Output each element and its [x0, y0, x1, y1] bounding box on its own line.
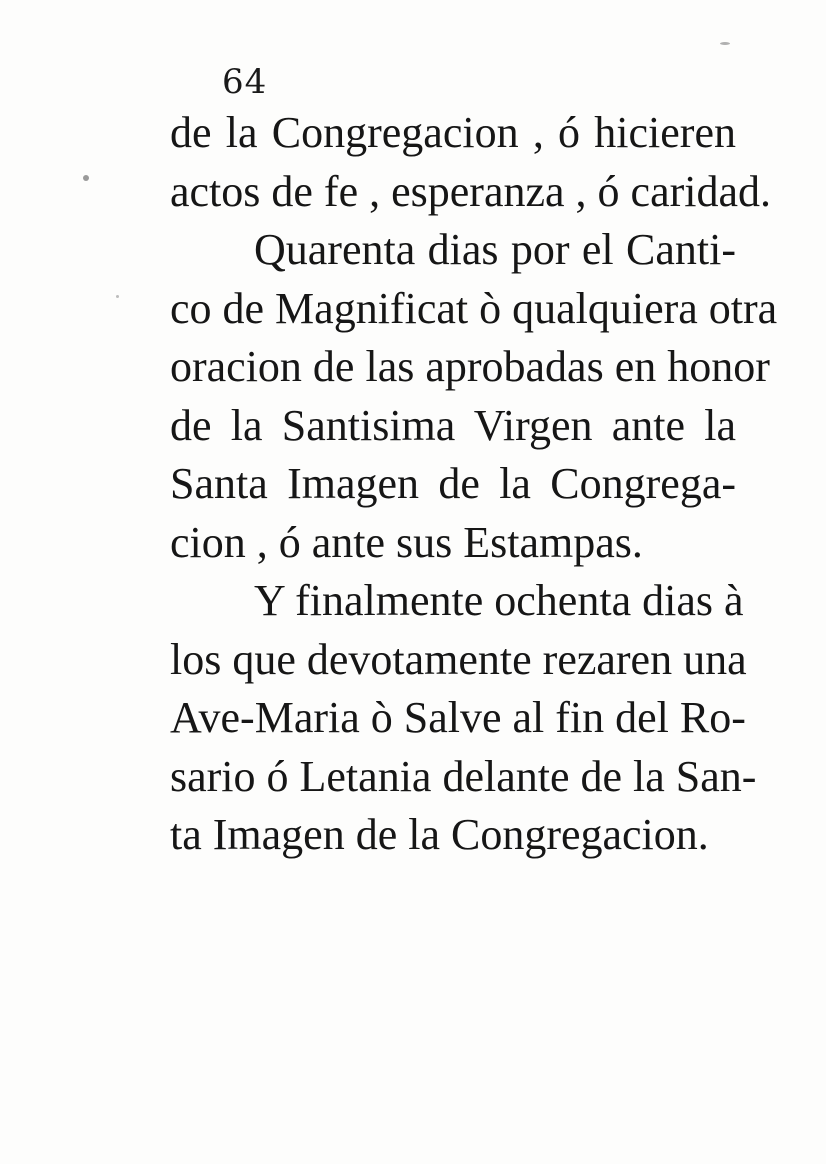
text-line: oracion de las aprobadas en honor [170, 342, 770, 391]
ink-speck [83, 175, 89, 181]
ink-speck [720, 42, 730, 45]
paragraph-start-line: Y finalmente ochenta dias à [254, 576, 744, 625]
text-line: sario ó Letania delante de la San- [170, 751, 757, 801]
ink-speck [116, 295, 119, 298]
text-line: Ave-Maria ò Salve al fin del Ro- [170, 693, 746, 742]
paragraph-end-line: cion , ó ante sus Estampas. [170, 517, 643, 567]
text-line: actos de fe , esperanza , ó caridad. [170, 166, 772, 216]
text-line: co de Magnificat ò qualquiera otra [170, 283, 778, 333]
text-line: los que devotamente rezaren una [170, 634, 747, 684]
text-line: de la Santisima Virgen ante la [170, 400, 736, 450]
text-line: de la Congregacion , ó hicieren [170, 108, 736, 157]
text-line: Santa Imagen de la Congrega- [170, 459, 736, 508]
paragraph-end-line: ta Imagen de la Congregacion. [170, 810, 709, 859]
paragraph-start-line: Quarenta dias por el Canti- [254, 225, 736, 274]
body-text [170, 104, 778, 865]
page-number: 64 [222, 62, 268, 102]
